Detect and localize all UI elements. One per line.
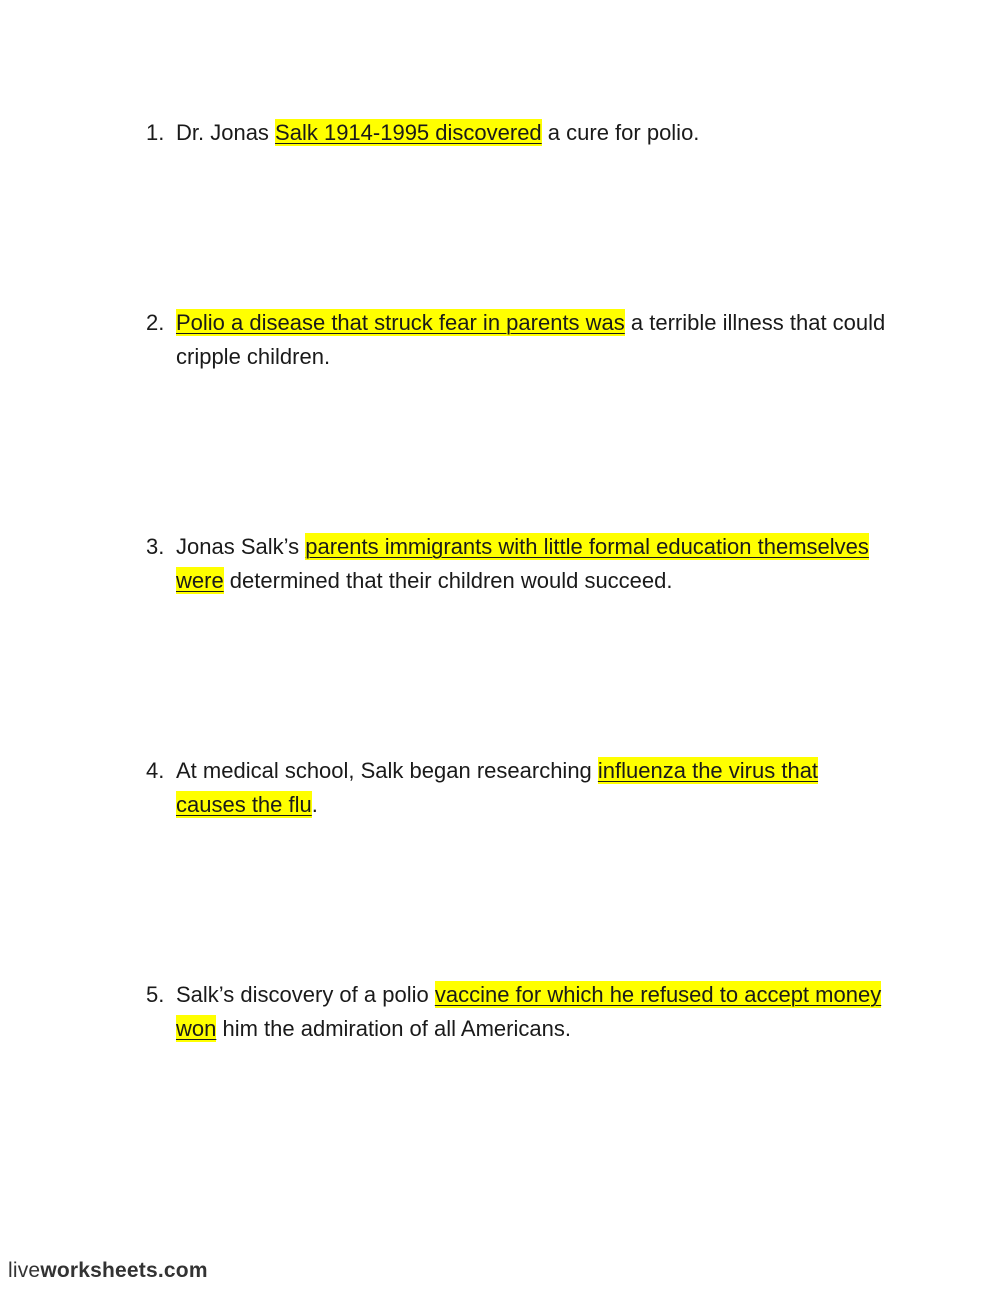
highlighted-phrase[interactable]: vaccine for which he refused to accept money won <box>176 982 882 1041</box>
item-number: 5. <box>146 982 165 1007</box>
liveworksheets-logo <box>8 1259 208 1283</box>
plain-text: . <box>311 792 318 817</box>
plain-text: Dr. Jonas <box>176 120 276 145</box>
plain-text: Jonas Salk’s <box>176 534 306 559</box>
plain-text: At medical school, Salk began researching <box>176 758 598 783</box>
highlighted-phrase[interactable]: parents immigrants with little formal education themselves were <box>176 534 869 593</box>
sentence-3 <box>146 530 886 598</box>
plain-text: a terrible illness that could cripple children. <box>176 310 886 369</box>
item-number: 4. <box>146 758 165 783</box>
plain-text: a cure for polio. <box>541 120 700 145</box>
sentence-2 <box>146 306 886 374</box>
plain-text: him the admiration of all Americans. <box>216 1016 571 1041</box>
plain-text: Salk’s discovery of a polio <box>176 982 435 1007</box>
item-number: 3. <box>146 534 165 559</box>
highlighted-phrase[interactable]: Polio a disease that struck fear in parents was <box>176 310 625 335</box>
highlighted-phrase[interactable]: Salk 1914-1995 discovered <box>275 120 542 145</box>
logo-suffix: .com <box>157 1259 208 1282</box>
item-number: 1. <box>146 120 165 145</box>
sentence-1 <box>146 116 886 150</box>
sentence-text <box>176 754 886 822</box>
plain-text: determined that their children would succeed. <box>223 568 673 593</box>
sentence-text <box>176 306 886 374</box>
logo-bold-text: worksheets <box>40 1259 158 1282</box>
logo-light-text: live <box>8 1259 41 1282</box>
sentence-text <box>176 978 886 1046</box>
highlighted-phrase[interactable]: influenza the virus that causes the flu <box>176 758 819 817</box>
item-number: 2. <box>146 310 165 335</box>
sentence-5 <box>146 978 886 1046</box>
sentence-text <box>176 530 886 598</box>
sentence-4 <box>146 754 886 822</box>
sentence-text <box>176 116 886 150</box>
